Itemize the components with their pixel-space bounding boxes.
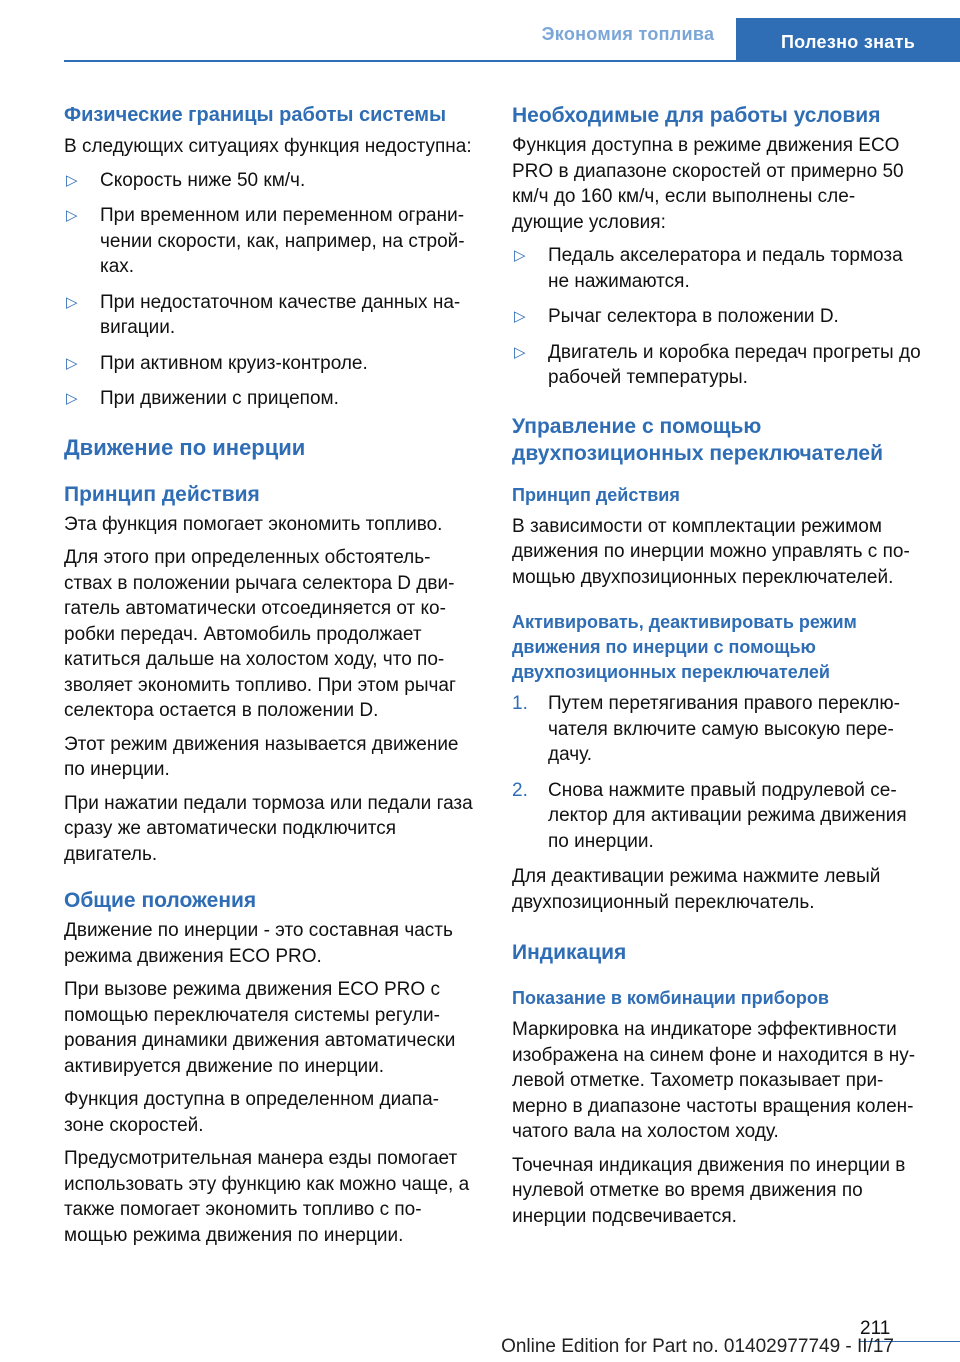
list-item-text: Скорость ниже 50 км/ч. [100, 169, 306, 191]
list-item-text: Рычаг селектора в положении D. [548, 306, 839, 327]
header-tab-useful-info: Полезно знать [736, 18, 960, 62]
limits-heading: Физические границы работы системы [64, 104, 447, 126]
step-number: 2. [512, 779, 528, 801]
general-paragraph: Движение по инерции - это составная часть режима движения ECO PRO. [64, 920, 453, 967]
coasting-heading: Движение по инерции [64, 434, 306, 460]
list-item-text: При временном или переменном ограни‐чении скорости, как, например, на строй‐ках. [100, 205, 465, 277]
triangle-bullet-icon: ▷ [66, 354, 78, 372]
step-item [512, 691, 926, 768]
page-number: 211 [860, 1318, 891, 1339]
general-paragraph: При вызове режима движения ECO PRO с помощью переключателя системы регули‐рования динамики движения автоматически активируется движение по инерции. [64, 979, 456, 1077]
triangle-bullet-icon: ▷ [514, 308, 526, 325]
triangle-bullet-icon: ▷ [66, 207, 78, 224]
edition-footer: Online Edition for Part no. 01402977749 - II/17 [501, 1336, 894, 1357]
list-item [512, 340, 926, 391]
principle-paragraph: Эта функция помогает экономить топливо. [64, 513, 443, 535]
step-item [512, 778, 926, 855]
activate-steps [512, 691, 926, 854]
list-item [64, 290, 478, 341]
principle-paragraph: При нажатии педали тормоза или педали газа сразу же автоматически подключится двигатель. [64, 792, 473, 865]
indication-heading: Индикация [512, 941, 627, 964]
right-column [512, 102, 926, 1237]
conditions-heading: Необходимые для работы условия [512, 104, 881, 127]
header-tab-fuel-economy: Экономия топлива [541, 24, 715, 44]
paddles-heading: Управление с помощью двухпозиционных переключателей [512, 414, 883, 465]
list-item-text: При недостаточном качестве данных на‐вигации. [100, 291, 461, 338]
principle-paragraph: Для этого при определенных обстоятель‐ствах в положении рычага селектора D дви‐гатель автоматически отсоединяется от ко‐робки передач. Автомобиль продолжает катиться дальше на холостом ходу, что по‐зволяет экономить топливо. При этом рычаг селектора остается в положении D. [64, 547, 456, 721]
triangle-bullet-icon: ▷ [514, 247, 526, 264]
list-item [64, 386, 478, 412]
triangle-bullet-icon: ▷ [66, 390, 78, 407]
triangle-bullet-icon: ▷ [66, 293, 78, 311]
list-item [64, 351, 478, 377]
step-number: 1. [512, 693, 528, 714]
step-text: Путем перетягивания правого переклю‐чателя включите самую высокую пере‐дачу. [548, 693, 900, 765]
list-item-text: При активном круиз-контроле. [100, 352, 368, 374]
list-item-text: Двигатель и коробка передач прогреты до рабочей температуры. [548, 341, 921, 388]
principle-heading: Принцип действия [64, 482, 260, 506]
list-item [512, 304, 926, 330]
general-paragraph: Предусмотрительная манера езды помогает использовать эту функцию как можно чаще, а также помогает экономить топливо с по‐мощью режима движения по инерции. [64, 1148, 470, 1246]
cluster-paragraph: Маркировка на индикаторе эффективности изображена на синем фоне и находится в ну‐левой отметке. Тахометр показывает при‐мерно в диапазоне частоты вращения колен‐чатого вала на холостом ходу. [512, 1019, 916, 1142]
general-paragraph: Функция доступна в определенном диапа‐зоне скоростей. [64, 1089, 439, 1136]
paddles-principle-heading: Принцип действия [512, 484, 680, 505]
list-item-text: При движении с прицепом. [100, 388, 339, 409]
paddles-principle-paragraph: В зависимости от комплектации режимом движения по инерции можно управлять с по‐мощью двухпозиционных переключателей. [512, 515, 910, 588]
deactivate-paragraph: Для деактивации режима нажмите левый двухпозиционный переключатель. [512, 866, 881, 913]
cluster-heading: Показание в комбинации приборов [512, 988, 829, 1008]
page-header [0, 0, 960, 62]
cluster-paragraph: Точечная индикация движения по инерции в нулевой отметке во время движения по инерции подсвечивается. [512, 1154, 906, 1227]
conditions-list [512, 243, 926, 391]
activate-heading: Активировать, деактивировать режим движения по инерции с помощью двухпозиционных переключателей [512, 612, 857, 682]
conditions-intro: Функция доступна в режиме движения ECO PRO в диапазоне скоростей от примерно 50 км/ч до 160 км/ч, если выполнены сле‐дующие условия: [512, 135, 904, 233]
list-item-text: Педаль акселератора и педаль тормоза не нажимаются. [548, 245, 903, 292]
list-item [64, 168, 478, 194]
list-item [64, 203, 478, 280]
header-divider [64, 60, 960, 62]
triangle-bullet-icon: ▷ [66, 171, 78, 189]
triangle-bullet-icon: ▷ [514, 343, 526, 361]
limits-list [64, 168, 478, 412]
list-item [512, 243, 926, 294]
general-heading: Общие положения [64, 889, 257, 912]
limits-intro: В следующих ситуациях функция недоступна: [64, 136, 472, 157]
principle-paragraph: Этот режим движения называется движение по инерции. [64, 733, 459, 780]
left-column [64, 102, 478, 1256]
step-text: Снова нажмите правый подрулевой се‐лектор для активации режима движения по инерции. [548, 779, 907, 852]
